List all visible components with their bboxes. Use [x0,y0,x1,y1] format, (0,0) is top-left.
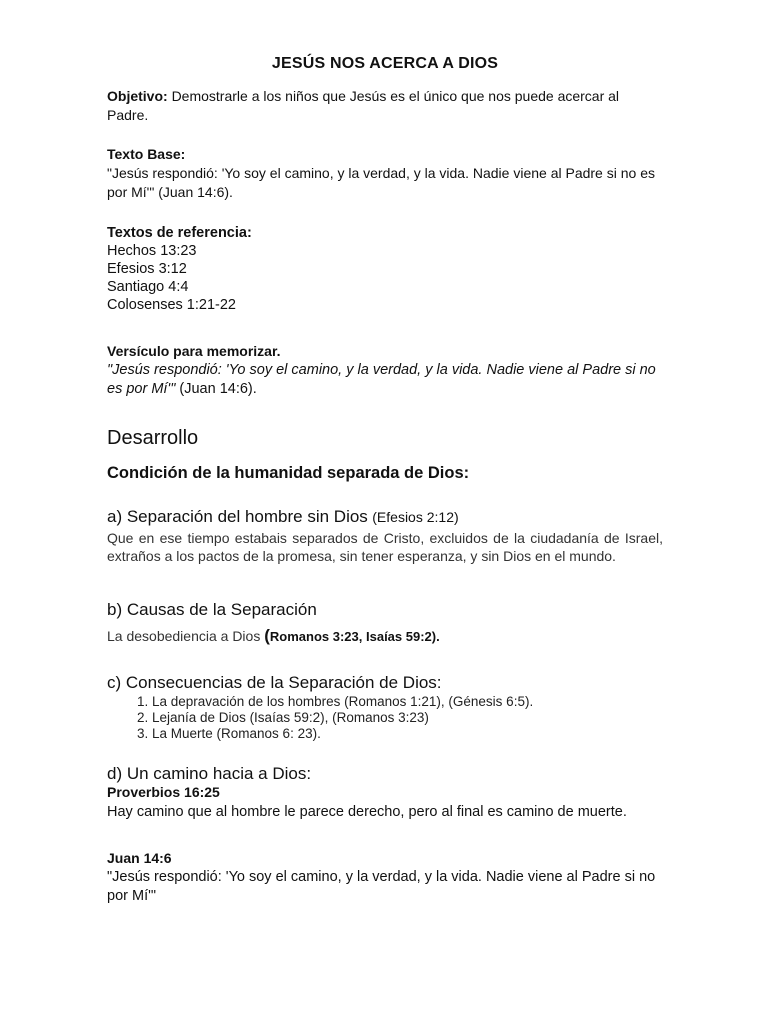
list-item: 3. La Muerte (Romanos 6: 23). [152,726,663,742]
textos-referencia-label: Textos de referencia: [107,225,252,241]
section-b-heading: b) Causas de la Separación [107,600,317,619]
section-a-heading: a) Separación del hombre sin Dios [107,507,368,526]
proverbios-label: Proverbios 16:25 [107,784,220,800]
versiculo-label: Versículo para memorizar. [107,343,281,359]
consecuencias-list [107,694,663,742]
desarrollo-heading: Desarrollo [107,427,199,449]
objetivo-label: Objetivo: [107,88,168,104]
versiculo-section [107,342,663,399]
list-item: 1. La depravación de los hombres (Romanos 1:21), (Génesis 6:5). [152,694,663,710]
section-b [107,599,663,646]
reference-item: Santiago 4:4 [107,279,189,295]
section-a [107,506,663,565]
objetivo-section [107,87,663,125]
section-a-ref: (Efesios 2:12) [372,509,459,525]
objetivo-text: Demostrarle a los niños que Jesús es el único que nos puede acercar al Padre. [107,88,620,123]
section-b-text: La desobediencia a Dios [107,628,265,644]
texto-base-text: "Jesús respondió: 'Yo soy el camino, y la verdad, y la vida. Nadie viene al Padre si no es por Mí'" (Juan 14:6). [107,165,655,200]
section-b-paren: ( [264,626,270,645]
versiculo-ref: (Juan 14:6). [175,381,257,397]
texto-base-label: Texto Base: [107,146,186,162]
reference-item: Hechos 13:23 [107,243,197,259]
section-c-heading: c) Consecuencias de la Separación de Dios: [107,673,442,692]
reference-item: Colosenses 1:21-22 [107,297,236,313]
textos-referencia-section [107,224,663,314]
texto-base-section [107,145,663,202]
reference-item: Efesios 3:12 [107,261,187,277]
section-d-heading: d) Un camino hacia a Dios: [107,764,312,783]
section-b-refs: Romanos 3:23, Isaías 59:2). [269,629,440,644]
section-c [107,672,663,742]
page-title: JESÚS NOS ACERCA A DIOS [271,55,499,72]
proverbios-text: Hay camino que al hombre le parece derecho, pero al final es camino de muerte. [107,804,627,820]
section-d [107,764,663,822]
juan-section [107,849,663,906]
juan-label: Juan 14:6 [107,850,172,866]
versiculo-quote: "Jesús respondió: 'Yo soy el camino, y la verdad, y la vida. Nadie viene al Padre si no es por Mí'" [107,362,656,397]
list-item: 2. Lejanía de Dios (Isaías 59:2), (Romanos 3:23) [152,710,663,726]
section-a-text: Que en ese tiempo estabais separados de Cristo, excluidos de la ciudadanía de Israel, extraños a los pactos de la promesa, sin tener esperanza, y sin Dios en el mundo. [107,530,663,564]
juan-text: "Jesús respondió: 'Yo soy el camino, y la verdad, y la vida. Nadie viene al Padre si no por Mí'" [107,869,656,904]
condicion-heading: Condición de la humanidad separada de Dios: [107,464,470,482]
